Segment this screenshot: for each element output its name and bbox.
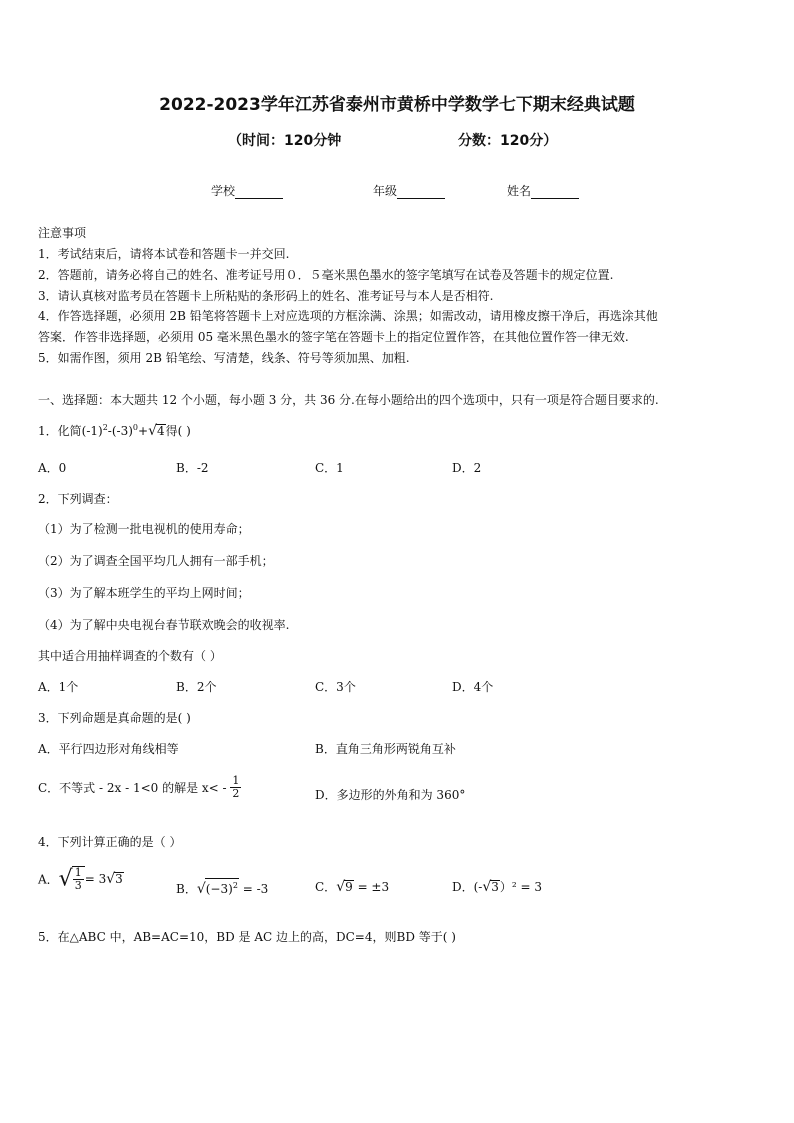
q2-item: （4）为了解中央电视台春节联欢晚会的收视率. bbox=[38, 618, 290, 632]
q4-b-rad: (−3) bbox=[205, 882, 233, 896]
q4-c-label: C． bbox=[315, 880, 337, 894]
q1-option-b[interactable]: B．-2 bbox=[176, 461, 209, 475]
question-2: 2．下列调查： bbox=[38, 492, 118, 506]
notice-item: 5．如需作图，须用 2B 铅笔绘、写清楚，线条、符号等须加黑、加粗. bbox=[38, 351, 410, 365]
q4-a-radical bbox=[72, 866, 85, 892]
q1-exp-b: 0 bbox=[132, 423, 138, 432]
q1-option-c[interactable]: C．1 bbox=[315, 461, 344, 475]
sqrt-icon: √ bbox=[336, 879, 346, 895]
q3-option-c[interactable] bbox=[38, 775, 241, 800]
q4-a-num: 1 bbox=[74, 866, 82, 879]
notice-item: 2．答题前，请务必将自己的姓名、准考证号用０．５毫米黑色墨水的签字笔填写在试卷及答题卡的规定位置. bbox=[38, 268, 614, 282]
grade-label: 年级 bbox=[373, 184, 398, 198]
q1-suffix: 得( ) bbox=[165, 424, 191, 438]
q2-option-a[interactable]: A．1个 bbox=[38, 680, 79, 694]
notice-heading: 注意事项 bbox=[38, 226, 87, 240]
q3-fraction bbox=[230, 775, 241, 800]
q4-d-label: D．(- bbox=[452, 880, 483, 894]
q4-b-radical bbox=[205, 878, 239, 896]
name-label: 姓名 bbox=[507, 184, 532, 198]
name-blank[interactable] bbox=[531, 186, 579, 199]
school-blank[interactable] bbox=[235, 186, 283, 199]
q4-option-c[interactable] bbox=[315, 878, 389, 895]
q4-a-rhs: = 3 bbox=[84, 872, 107, 886]
q1-plus: + bbox=[138, 424, 149, 438]
question-3: 3．下列命题是真命题的是( ) bbox=[38, 711, 191, 725]
q4-c-rad: 9 bbox=[345, 880, 353, 894]
section-heading: 一、选择题：本大题共 12 个小题，每小题 3 分，共 36 分.在每小题给出的四个选项中，只有一项是符合题目要求的. bbox=[38, 393, 659, 407]
notice-item: 3．请认真核对监考员在答题卡上所粘贴的条形码上的姓名、准考证号与本人是否相符. bbox=[38, 289, 494, 303]
q4-option-b[interactable] bbox=[176, 878, 268, 897]
q4-a-fraction bbox=[73, 867, 84, 892]
q2-option-c[interactable]: C．3个 bbox=[315, 680, 356, 694]
q3-option-d[interactable]: D．多边形的外角和为 360° bbox=[315, 788, 466, 802]
sqrt-icon: √ bbox=[482, 879, 492, 895]
q4-b-exp: 2 bbox=[232, 881, 238, 890]
q3-frac-den: 2 bbox=[232, 787, 240, 800]
q4-a-rad: 3 bbox=[115, 872, 123, 886]
q4-a-label: A． bbox=[38, 872, 59, 887]
q1-option-d[interactable]: D．2 bbox=[452, 461, 482, 475]
q1-exp-a: 2 bbox=[102, 423, 108, 432]
q4-d-rad: 3 bbox=[491, 880, 499, 894]
q1-expr-a: (-1) bbox=[81, 424, 103, 438]
q2-item: （2）为了调查全国平均几人拥有一部手机； bbox=[38, 554, 274, 568]
sqrt-icon: √ bbox=[106, 871, 116, 887]
q1-option-a[interactable]: A．0 bbox=[38, 461, 67, 475]
q4-option-a[interactable] bbox=[38, 866, 124, 892]
time-label: （时间：120分钟 bbox=[228, 133, 342, 149]
question-1 bbox=[38, 422, 191, 439]
q2-option-d[interactable]: D．4个 bbox=[452, 680, 494, 694]
q3-option-c-text: C．不等式 - 2x - 1<0 的解是 x< - bbox=[38, 781, 231, 795]
school-label: 学校 bbox=[211, 184, 236, 198]
q4-option-d[interactable] bbox=[452, 878, 542, 895]
grade-blank[interactable] bbox=[397, 186, 445, 199]
q1-prefix: 1．化简 bbox=[38, 424, 82, 438]
notice-item: 1．考试结束后，请将本试卷和答题卡一并交回. bbox=[38, 247, 290, 261]
sqrt-icon: √ bbox=[148, 423, 157, 439]
notice-item: 4．作答选择题，必须用 2B 铅笔将答题卡上对应选项的方框涂满、涂黑；如需改动，请用橡皮擦干净后，再选涂其他 bbox=[38, 309, 658, 323]
q1-radicand: 4 bbox=[156, 424, 165, 438]
q1-expr-b: -(-3) bbox=[107, 424, 133, 438]
q4-a-den: 3 bbox=[74, 879, 82, 892]
q4-d-rhs: ）² = 3 bbox=[499, 880, 543, 894]
q3-option-b[interactable]: B．直角三角形两锐角互补 bbox=[315, 742, 456, 756]
q3-option-a[interactable]: A．平行四边形对角线相等 bbox=[38, 742, 179, 756]
question-4: 4．下列计算正确的是（ ） bbox=[38, 835, 182, 849]
q3-frac-num: 1 bbox=[232, 774, 240, 787]
q4-b-rhs: = -3 bbox=[238, 882, 269, 896]
q2-item: （3）为了解本班学生的平均上网时间； bbox=[38, 586, 250, 600]
question-5: 5．在△ABC 中，AB=AC=10，BD 是 AC 边上的高，DC=4，则BD 等于( ) bbox=[38, 930, 456, 944]
q2-option-b[interactable]: B．2个 bbox=[176, 680, 217, 694]
q4-c-rhs: = ±3 bbox=[353, 880, 390, 894]
score-label: 分数：120分） bbox=[458, 133, 558, 149]
q2-question: 其中适合用抽样调查的个数有（ ） bbox=[38, 649, 222, 663]
q4-b-label: B． bbox=[176, 882, 197, 896]
name-field[interactable] bbox=[507, 182, 579, 199]
school-field[interactable] bbox=[211, 182, 283, 199]
exam-title: 2022-2023学年江苏省泰州市黄桥中学数学七下期末经典试题 bbox=[159, 95, 635, 115]
q2-item: （1）为了检测一批电视机的使用寿命； bbox=[38, 522, 250, 536]
notice-item: 答案．作答非选择题，必须用 05 毫米黑色墨水的签字笔在答题卡上的指定位置作答，在其他位置作答一律无效. bbox=[38, 330, 629, 344]
sqrt-icon: √ bbox=[196, 881, 206, 897]
grade-field[interactable] bbox=[373, 182, 445, 199]
sqrt-icon: √ bbox=[58, 866, 73, 892]
